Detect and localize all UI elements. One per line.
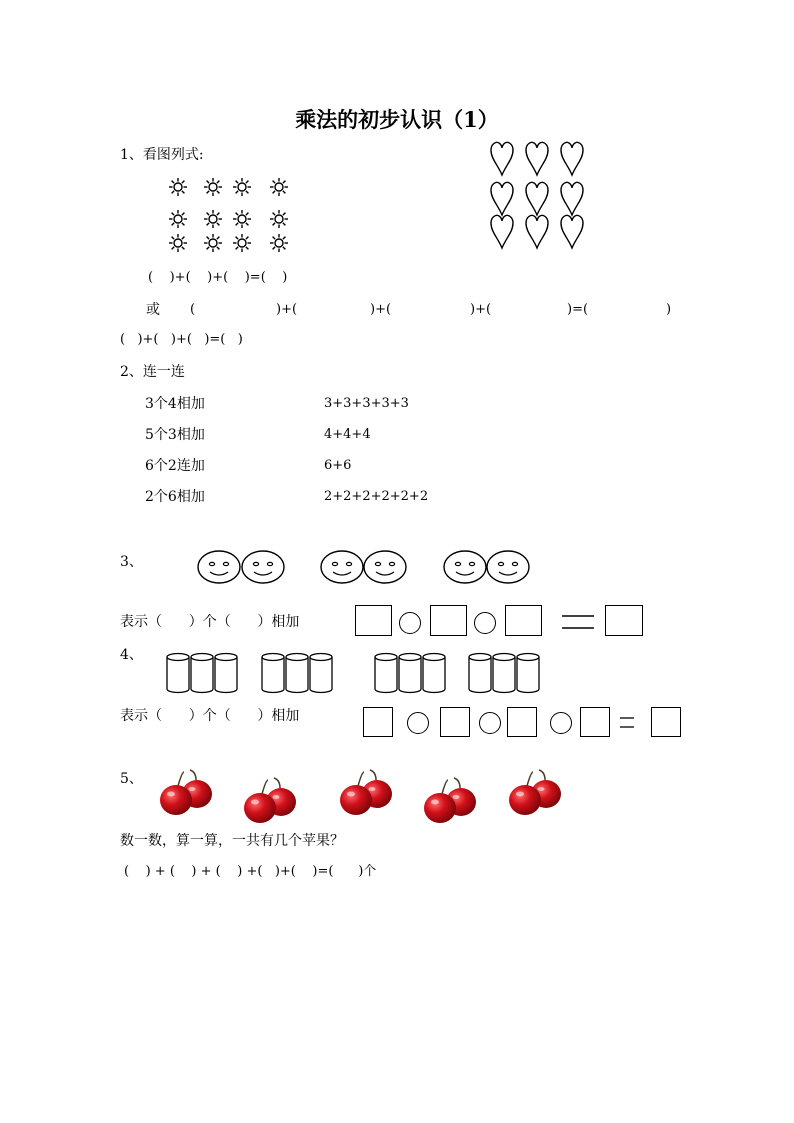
smiley-icon (321, 551, 363, 583)
heart-icon (526, 215, 548, 248)
cherry-icon (244, 778, 296, 823)
sun-icon (204, 234, 222, 252)
q2-left-item: 6个2连加 (145, 458, 205, 474)
q3-label: 3、 (120, 554, 143, 570)
answer-box[interactable] (363, 707, 393, 737)
answer-box[interactable] (605, 605, 643, 636)
sun-icon (270, 178, 288, 196)
cylinder-icon (469, 654, 491, 693)
q4-cylinders (167, 654, 539, 693)
cylinder-icon (399, 654, 421, 693)
q2-left-item: 5个3相加 (145, 427, 205, 443)
cylinder-icon (191, 654, 213, 693)
q4-label: 4、 (120, 647, 143, 663)
cylinder-icon (310, 654, 332, 693)
cylinder-icon (375, 654, 397, 693)
sun-icon (204, 178, 222, 196)
smiley-icon (364, 551, 406, 583)
q1-alt-paren: )+( (470, 302, 492, 317)
heart-icon (561, 215, 583, 248)
q2-label: 2、连一连 (120, 364, 185, 380)
cylinder-icon (493, 654, 515, 693)
heart-icon (526, 142, 548, 175)
q5-question: 数一数，算一算，一共有几个苹果？ (120, 833, 344, 849)
q1-alt-prefix: 或 (146, 302, 160, 318)
q1-alt-paren: )=( (567, 302, 589, 317)
sun-icon (204, 210, 222, 228)
sun-icon (270, 234, 288, 252)
sun-icon (169, 234, 187, 252)
smiley-icon (198, 551, 240, 583)
operator-circle[interactable] (407, 712, 429, 734)
q4-equals-sign (620, 718, 634, 727)
cylinder-icon (215, 654, 237, 693)
sun-icon (169, 210, 187, 228)
answer-box[interactable] (430, 605, 467, 636)
heart-icon (491, 182, 513, 215)
q3-smiley-faces (198, 551, 529, 583)
q2-right-item: 6+6 (324, 458, 352, 473)
answer-box[interactable] (440, 707, 470, 737)
q5-cherries (160, 770, 561, 823)
heart-icon (526, 182, 548, 215)
page-title: 乘法的初步认识（1） (295, 107, 499, 132)
sun-icon (233, 178, 251, 196)
answer-box[interactable] (651, 707, 681, 737)
q4-text: 表示（ ）个（ ）相加 (120, 708, 300, 724)
cylinder-icon (517, 654, 539, 693)
cherry-icon (424, 778, 476, 823)
answer-box[interactable] (580, 707, 610, 737)
operator-circle[interactable] (479, 712, 501, 734)
cherry-icon (509, 770, 561, 815)
answer-box[interactable] (507, 707, 537, 737)
operator-circle[interactable] (399, 612, 421, 634)
q1-alt-paren: ) (666, 302, 672, 317)
q2-left-item: 2个6相加 (145, 489, 205, 505)
q2-left-item: 3个4相加 (145, 396, 205, 412)
smiley-icon (444, 551, 486, 583)
q1-alt-paren: ( (190, 302, 196, 317)
q3-text: 表示（ ）个（ ）相加 (120, 614, 300, 630)
answer-box[interactable] (355, 605, 392, 636)
answer-box[interactable] (505, 605, 542, 636)
sun-icon (233, 210, 251, 228)
q2-right-item: 3+3+3+3+3 (324, 396, 409, 411)
smiley-icon (242, 551, 284, 583)
sun-icon (270, 210, 288, 228)
cylinder-icon (423, 654, 445, 693)
q1-alt-paren: )+( (370, 302, 392, 317)
q2-right-item: 4+4+4 (324, 427, 371, 442)
q2-right-item: 2+2+2+2+2+2 (324, 489, 429, 504)
q1-formula-line3: ( )+( )+( )=( ) (120, 332, 243, 347)
heart-icon (491, 215, 513, 248)
operator-circle[interactable] (474, 612, 496, 634)
heart-icon (491, 142, 513, 175)
q1-alt-paren: )+( (276, 302, 298, 317)
heart-icon (561, 142, 583, 175)
cylinder-icon (262, 654, 284, 693)
operator-circle[interactable] (550, 712, 572, 734)
cylinder-icon (286, 654, 308, 693)
sun-icon (233, 234, 251, 252)
cylinder-icon (167, 654, 189, 693)
q3-equals-sign (562, 616, 594, 628)
cherry-icon (160, 770, 212, 815)
cherry-icon (340, 770, 392, 815)
heart-icon (561, 182, 583, 215)
q5-label: 5、 (120, 771, 143, 787)
q1-formula-line1: ( )+( )+( )=( ) (148, 270, 288, 285)
q1-label: 1、看图列式: (120, 147, 204, 163)
q5-formula: ( ) + ( ) + ( ) +( )+( )=( )个 (124, 864, 377, 879)
sun-icon (169, 178, 187, 196)
smiley-icon (487, 551, 529, 583)
